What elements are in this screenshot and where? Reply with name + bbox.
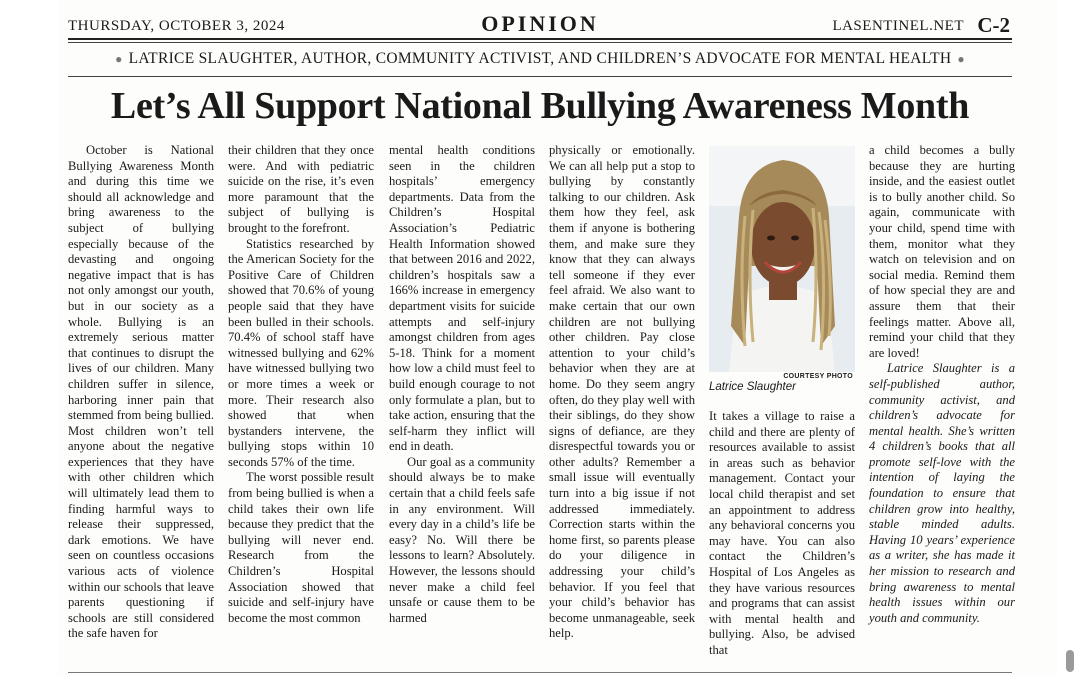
paragraph: October is National Bullying Awareness Month and during this time we should all acknowledge and bring awareness to the subject of bullying especially because of the devasting and ongoing negative impact that is has not only amongst our youth, but in our society as a whole. Bullying is an extremely serious matter that continues to disrupt the lives of our children. Many children suffer in silence, harboring inner pain that stemmed from being bullied. Most children won’t tell anyone about the negative experiences that they have with other children which will ultimately lead them to finding harmful ways to release their suppressed, dark emotions. We have seen on countless occasions various acts of violence within our schools that leave parents questioning if schools are still considered the safe haven for xyxy=(68,143,214,641)
paragraph: their children that they once were. And with pediatric suicide on the rise, it’s even more paramount that the subject of bullying is brought to the forefront. xyxy=(228,143,374,235)
author-photo xyxy=(709,146,855,372)
bullet-icon: ● xyxy=(957,52,965,66)
paragraph: mental health conditions seen in the children hospitals’ emergency departments. Data from the Children’s Hospital Association’s Pediatric Health Information showed that between 2016 and 2022, children’s hospitals saw a 166% increase in emergency department visits for suicide attempts and self-injury amongst children from ages 5-18. Think for a moment how low a child must feel to build enough courage to not only formulate a plan, but to take action, ensuring that the self-harm they inflict will end in death. xyxy=(389,143,535,454)
section-title: OPINION xyxy=(481,11,599,36)
issue-date: THURSDAY, OCTOBER 3, 2024 xyxy=(68,18,285,34)
paragraph: The worst possible result from being bullied is when a child takes their own life because they predict that the bullying will never end. Research from the Children’s Hospital Association showed that suicide and self-injury have become the most common xyxy=(228,470,374,625)
masthead xyxy=(68,10,1012,38)
paragraph: It takes a village to raise a child and there are plenty of resources available to assist in areas such as behavior management. Contact your local child therapist and set an appointment to address any behavioral concerns you may have. You can also contact the Children’s Hospital of Los Angeles as they have various resources and programs that can assist with mental health and bullying. Also, be advised that xyxy=(709,409,855,657)
article-column-3 xyxy=(389,143,535,626)
article-column-2 xyxy=(228,143,374,626)
masthead-rule-thin xyxy=(68,42,1012,43)
paragraph: Our goal as a community should always be to make certain that a child feels safe in any environment. Will every day in a child’s life be easy? No. Will there be lessons to learn? Absolutely. However, the lessons should never make a child feel unsafe or cause them to be harmed xyxy=(389,454,535,625)
paragraph: physically or emotionally. We can all help put a stop to bullying by constantly talking to our children. Ask them how they feel, ask them if anyone is bothering them, and make sure they know that they can always tell someone if they ever feel afraid. We also want to make certain that our own children are not bullying other children. Pay close attention to your child’s behavior when they are at home. Do they seem angry often, do they play well with their siblings, do they show signs of defiance, are they disrespectful towards you or other adults? Remember a small issue will eventually turn into a big issue if not addressed immediately. Correction starts within the home first, so parents please do your diligence in addressing your child’s behavior. If you feel that your child’s behavior has become unmanageable, seek help. xyxy=(549,143,695,641)
site-name: LASENTINEL.NET xyxy=(832,18,964,34)
photo-caption: Latrice Slaughter xyxy=(709,381,796,393)
author-byline xyxy=(68,50,1012,68)
bullet-icon: ● xyxy=(115,52,123,66)
page-number: C-2 xyxy=(977,13,1010,37)
photo-credit: COURTESY PHOTO xyxy=(783,373,853,380)
page-margin-left xyxy=(0,0,58,675)
paragraph: a child becomes a bully because they are hurting inside, and the easiest outlet is to bully another child. So again, communicate with your child, spend time with them, monitor what they watch on television and on social media. Remind them of how special they are and assure them that their feelings matter. Above all, remind your child that they are loved! xyxy=(869,143,1015,360)
masthead-rule xyxy=(68,38,1012,40)
byline-rule xyxy=(68,76,1012,77)
article-column-6 xyxy=(869,143,1015,626)
portrait-image xyxy=(709,146,855,372)
paragraph: Statistics researched by the American Society for the Positive Care of Children showed that 70.6% of young people said that they have been bulled in their schools. 70.4% of school staff have witnessed bullying and 62% have witnessed bullying two or more times a week or more. Their research also showed that when bystanders intervene, the bullying stops within 10 seconds 57% of the time. xyxy=(228,236,374,469)
byline-text: LATRICE SLAUGHTER, AUTHOR, COMMUNITY ACTIVIST, AND CHILDREN’S ADVOCATE FOR MENTAL HEALTH xyxy=(128,50,952,67)
footer-rule xyxy=(68,672,1012,673)
article-headline: Let’s All Support National Bullying Awareness Month xyxy=(110,85,970,127)
author-bio: Latrice Slaughter is a self-published author, community activist, and children’s advocate for mental health. She’s written 4 children’s books that all promote self-love with the intention of laying the foundation to ensure that children grow into healthy, stable minded adults. Having 10 years’ experience as a writer, she has made it her mission to research and bring awareness to mental health issues within our youth and community. xyxy=(869,361,1015,625)
article-column-1 xyxy=(68,143,214,642)
article-column-5 xyxy=(709,409,855,659)
scrollbar-thumb[interactable] xyxy=(1066,650,1074,672)
article-column-4 xyxy=(549,143,695,642)
page-margin-right xyxy=(1058,0,1080,675)
